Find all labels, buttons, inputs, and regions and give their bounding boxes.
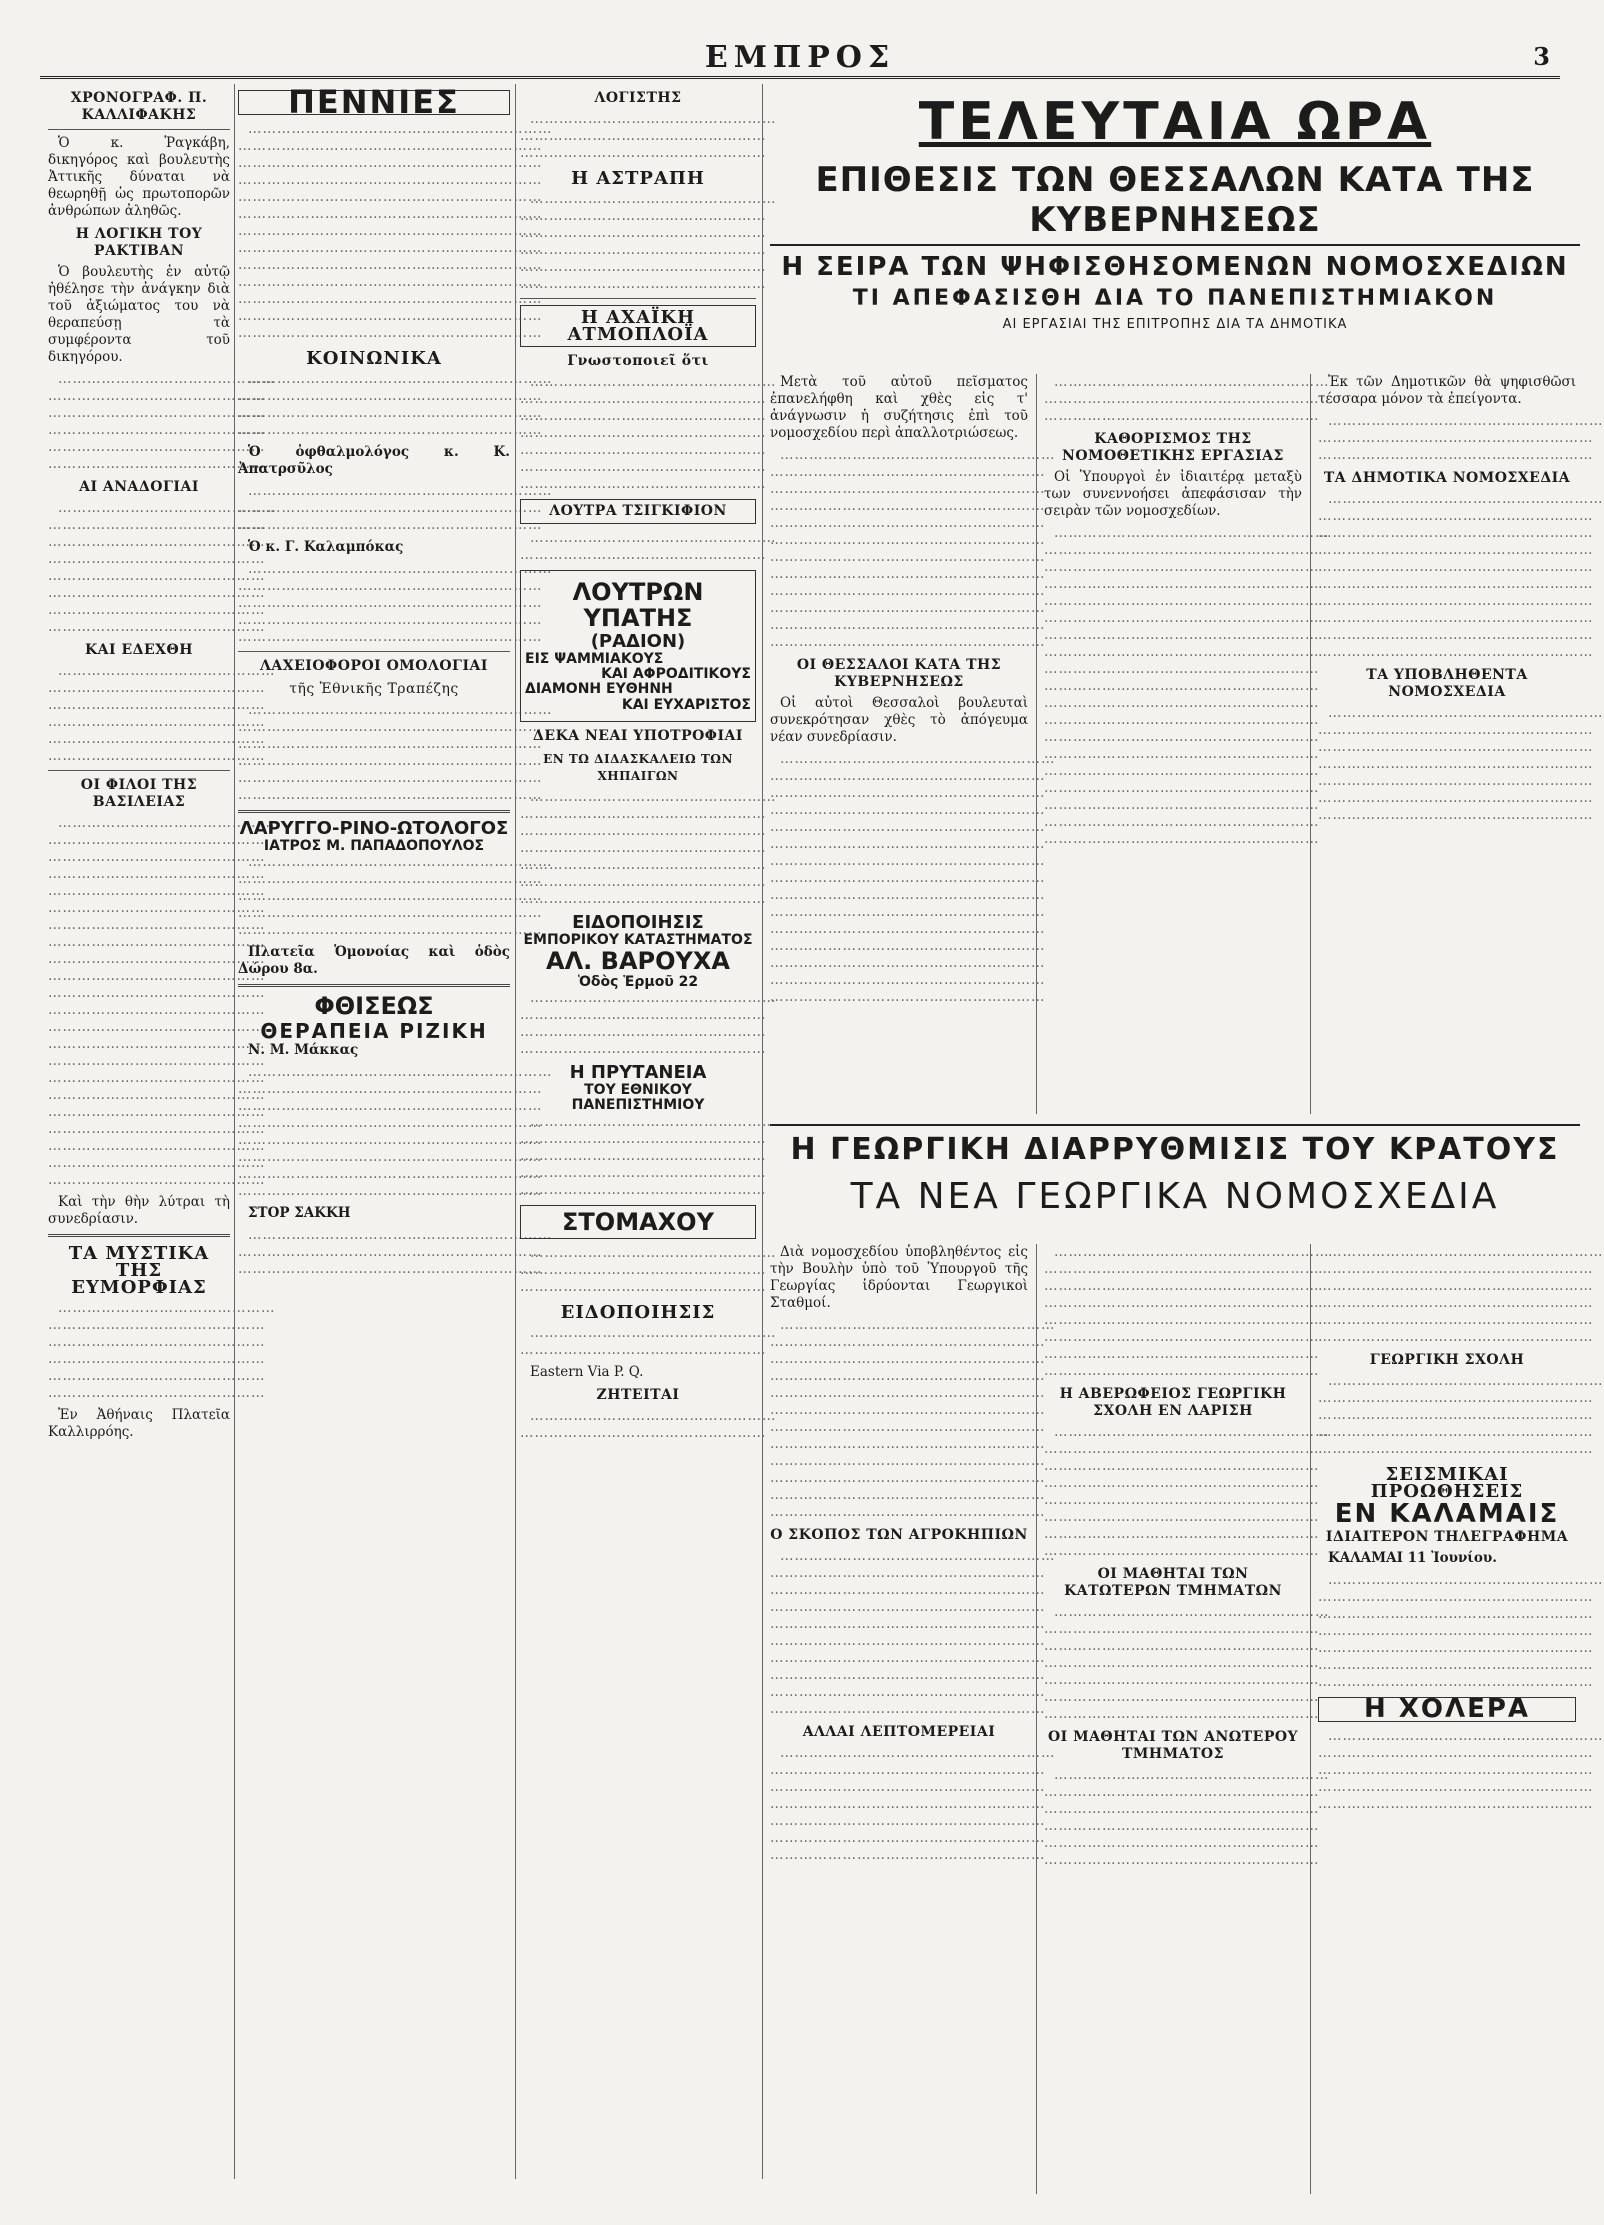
ad-subtitle: ΘΕΡΑΠΕΙΑ ΡΙΖΙΚΗ <box>260 1018 488 1043</box>
mid-banner-subheadline: ΤΑ ΝΕΑ ΓΕΩΡΓΙΚΑ ΝΟΜΟΣΧΕΔΙΑ <box>850 1176 1500 1217</box>
section-heading: ΕΝ ΚΑΛΑΜΑΙΣ <box>1334 1499 1560 1529</box>
article-filler: …………………………………………… …………………………………………… <box>520 1408 777 1442</box>
article-filler: ………………………………………………… ………………………………………………… ………………………………………………… <box>1318 413 1604 463</box>
lower-column-2 <box>1044 1244 1330 2194</box>
article-filler: …………………………………………… …………………………………………… <box>520 1325 777 1359</box>
section-heading: ΤΑ ΔΗΜΟΤΙΚΑ ΝΟΜΟΣΧΕΔΙΑ <box>1323 470 1571 486</box>
article-filler: ………………………………………………… ………………………………………………… ………………………………………………… ………………………………………………… ………………………………………………… ………………………………………………… ………………………………………………… <box>770 1745 1056 1863</box>
article-filler: ……………………………………………………… ……………………………………………………… ……………………………………………………… <box>238 483 553 533</box>
section-heading: ΣΕΙΣΜΙΚΑΙ ΠΡΟΩΘΗΣΕΙΣ <box>1370 1464 1524 1502</box>
section-heading: ΛΟΥΤΡΑ ΤΣΙΓΚΙΦΙΟΝ <box>520 499 756 524</box>
ad-address: Πλατεῖα Ὁμονοίας καὶ ὁδὸς Δώρου 8α. <box>238 944 510 978</box>
section-heading: ΤΑ ΥΠΟΒΛΗΘΕΝΤΑ ΝΟΜΟΣΧΕΔΙΑ <box>1366 667 1528 700</box>
section-heading: ΛΟΓΙΣΤΗΣ <box>594 90 682 106</box>
column-divider <box>1310 1244 1311 2194</box>
section-subheading: ΙΔΙΑΙΤΕΡΟΝ ΤΗΛΕΓΡΑΦΗΜΑ <box>1325 1529 1569 1545</box>
section-heading: ΟΙ ΘΕΣΣΑΛΟΙ ΚΑΤΑ ΤΗΣ ΚΥΒΕΡΝΗΣΕΩΣ <box>796 657 1002 690</box>
otologist-ad <box>238 819 510 854</box>
column-divider <box>1036 1244 1037 2194</box>
lower-columns <box>770 1244 1604 2194</box>
article-filler: ………………………………………………… ………………………………………………… ………………………………………………… ………………………………………………… ………………………………………………… ………………………………………………… ………………………………………………… ………………………………………………… ………………………………………………… ………………………………………………… ………………………………………………… ………………………………………………… ………………………………………………… ………………………………………………… ………………………………………………… <box>770 751 1056 1005</box>
section-subheading: Γνωστοποιεῖ ὅτι <box>567 353 709 369</box>
column-3 <box>520 84 777 2184</box>
article-filler: ……………………………………………………… ……………………………………………………… ……………………………………………………… ……………………………………………………… ……………………………………………………… <box>238 561 553 645</box>
doctor-notice: Ὁ ὀφθαλμολόγος κ. Κ. Ἀπατρσῦλος <box>238 444 510 477</box>
article-filler: …………………………………………… …………………………………………… …………………………………………… …………………………………………… …………………………………………… …………………………………………… …………………………………………… <box>520 789 777 908</box>
ad-address: Ὁδὸς Ἑρμοῦ 22 <box>577 973 699 990</box>
section-heading: Η ΧΟΛΕΡΑ <box>1318 1697 1576 1722</box>
article-filler: ………………………………………………… ………………………………………………… ………………………………………………… ………………………………………………… ………………………………………………… ………………………………………………… ………………………………………………… <box>1044 1604 1330 1722</box>
ad-title: ΣΤΟΜΑΧΟΥ <box>562 1207 714 1236</box>
article-filler: ………………………………………………… ………………………………………………… ………………………………………………… ………………………………………………… ………………………………………………… ………………………………………………… ………………………………………………… ………………………………………………… ………………………………………………… ………………………………………………… ………………………………………………… ………………………………………………… <box>770 1317 1056 1520</box>
upper-column-1 <box>770 374 1056 1114</box>
article-filler: ……………………………………………………… ……………………………………………………… ……………………………………………………… ……………………………………………………… ……………………………………………………… ……………………………………………………… <box>238 702 553 803</box>
article-filler: ……………………………………… ……………………………………… ……………………………………… ……………………………………… ……………………………………… ……………………………………… ……………………………………… ……………………………………… ……………………………………… ……………………………………… ……………………………………… ……………………………………… ……………………………………… ……………………………………… ……………………………………… ……………………………………… ……………………………………… ……………………………………… ……………………………………… ……………………………………… ……………………………………… ……………………………………… <box>48 815 276 1188</box>
right-section <box>770 84 1604 2194</box>
article-paragraph: Μετὰ τοῦ αὐτοῦ πεῖσματος ἐπανελήφθη καὶ χθὲς εἰς τ' ἀνάγνωσιν ἡ συζήτησις ἐπὶ τοῦ νομοσχεδίου περὶ ἀπαλλοτριώσεως. <box>770 374 1028 441</box>
column-divider <box>1310 374 1311 1114</box>
article-filler: ……………………………………………………… ……………………………………………………… ……………………………………………………… ……………………………………………………… ……………………………………………………… <box>238 854 553 939</box>
ad-title: ΕΙΔΟΠΟΙΗΣΙΣ <box>572 912 704 934</box>
article-filler: ………………………………………………… ………………………………………………… ………………………………………………… ………………………………………………… ………………………………………………… ………………………………………………… <box>1044 1767 1330 1868</box>
masthead-rule <box>40 76 1560 79</box>
article-filler: ……………………………………………………… ……………………………………………………… ……………………………………………………… <box>238 1226 553 1277</box>
prytaneia-notice <box>520 1063 756 1114</box>
mid-banner-headline: Η ΓΕΩΡΓΙΚΗ ΔΙΑΡΡΥΘΜΙΣΙΣ ΤΟΥ ΚΡΑΤΟΥΣ <box>770 1124 1580 1167</box>
section-heading: ΚΑΘΟΡΙΣΜΟΣ ΤΗΣ ΝΟΜΟΘΕΤΙΚΗΣ ΕΡΓΑΣΙΑΣ <box>1062 431 1284 464</box>
banner-headline: ΤΕΛΕΥΤΑΙΑ ΩΡΑ <box>918 92 1432 152</box>
byline: ΧΡΟΝΟΓΡΑΦ. Π. ΚΑΛΛΙΦΑΚΗΣ <box>70 90 208 123</box>
article-filler: …………………………………………… …………………………………………… …………………………………………… <box>520 111 777 161</box>
article-filler: …………………………………………… …………………………………………… …………………………………………… …………………………………………… …………………………………………… …………………………………………… …………………………………………… <box>520 374 777 492</box>
ad-name: Ν. Μ. Μάκκας <box>248 1041 359 1058</box>
ad-line: ΚΑΙ ΑΦΡΟΔΙΤΙΚΟΥΣ <box>601 665 751 682</box>
column-divider <box>234 84 235 2179</box>
column-1 <box>48 84 276 2184</box>
article-paragraph: Οἱ αὐτοὶ Θεσσαλοὶ βουλευταὶ συνεκρότησαν χθὲς τὸ ἀπόγευμα νέαν συνεδρίασιν. <box>770 695 1028 745</box>
article-filler: ………………………………………………… ………………………………………………… ………………………………………………… ………………………………………………… ………………………………………………… ………………………………………………… ………………………………………………… ………………………………………………… ………………………………………………… ………………………………………………… <box>1318 491 1604 660</box>
section-heading: ΕΙΔΟΠΟΙΗΣΙΣ <box>560 1302 716 1324</box>
section-heading: ΓΕΩΡΓΙΚΗ ΣΧΟΛΗ <box>1369 1352 1525 1368</box>
article-filler: …………………………………………… …………………………………………… <box>520 530 777 563</box>
article-paragraph: Καὶ τὴν θὴν λύτραι τὴ συνεδρίασιν. <box>48 1194 230 1227</box>
article-filler: ………………………………………………… ………………………………………………… ………………………………………………… ………………………………………………… ………………………………………………… ………………………………………………… <box>1318 1244 1604 1345</box>
ad-subtitle: ΙΑΤΡΟΣ Μ. ΠΑΠΑΔΟΠΟΥΛΟΣ <box>263 837 485 854</box>
article-paragraph: Οἱ Ὑπουργοὶ ἐν ἰδιαιτέρᾳ μεταξὺ των συνεννοήσει ἀπεφάσισαν τὴν σειρὰν τῶν νομοσχεδίων. <box>1044 469 1302 519</box>
upper-column-3 <box>1318 374 1604 1114</box>
article-filler: ……………………………………… ……………………………………… ……………………………………… ……………………………………… ……………………………………… ……………………………………… ……………………………………… ……………………………………… <box>48 500 276 635</box>
varoucha-ad <box>520 913 756 990</box>
ypati-ad <box>520 570 756 722</box>
article-filler: ………………………………………………… ………………………………………………… ………………………………………………… <box>1044 374 1330 424</box>
upper-columns <box>770 374 1604 1114</box>
article-filler: ………………………………………………… ………………………………………………… ………………………………………………… ………………………………………………… ………………………………………………… ………………………………………………… ………………………………………………… ………………………………………………… ………………………………………………… ………………………………………………… ………………………………………………… ………………………………………………… ………………………………………………… ………………………………………………… ………………………………………………… ………………………………………………… ………………………………………………… ………………………………………………… ………………………………………………… <box>1044 525 1330 847</box>
article-filler: ………………………………………………… ………………………………………………… ………………………………………………… ………………………………………………… ………………………………………………… ………………………………………………… ………………………………………………… <box>1318 1572 1604 1690</box>
article-filler: ……………………………………… ……………………………………… ……………………………………… ……………………………………… ……………………………………… ……………………………………… <box>48 663 276 764</box>
section-heading: ΚΑΙ ΕΔΕΧΘΗ <box>85 642 193 658</box>
lower-column-3 <box>1318 1244 1604 2194</box>
article-filler: …………………………………………… …………………………………………… …………………………………………… …………………………………………… …………………………………………… …………………………………………… <box>520 191 777 292</box>
article-filler: ………………………………………………… ………………………………………………… ………………………………………………… ………………………………………………… ………………………………………………… <box>1318 1728 1604 1812</box>
article-filler: ……………………………………………………… ……………………………………………………… ……………………………………………………… ……………………………………………………… <box>238 371 553 438</box>
section-subheading: τῆς Ἐθνικῆς Τραπέζης <box>289 681 459 697</box>
section-heading: ΤΑ ΜΥΣΤΙΚΑ ΤΗΣ ΕΥΜΟΡΦΙΑΣ <box>68 1243 210 1298</box>
lower-column-1 <box>770 1244 1056 2194</box>
section-heading: ΖΗΤΕΙΤΑΙ <box>596 1387 680 1404</box>
article-paragraph: Ὁ κ. Ῥαγκάβη, δικηγόρος καὶ βουλευτὴς Ἀττικῆς δύναται νὰ θεωρηθῇ ὡς πρωτοπορῶν ἀνθρώπων ἀληθῶς. <box>48 135 230 219</box>
section-heading: ΚΟΙΝΩΝΙΚΑ <box>306 348 442 369</box>
column-divider <box>1036 374 1037 1114</box>
banner-line: Η ΣΕΙΡΑ ΤΩΝ ΨΗΦΙΣΘΗΣΟΜΕΝΩΝ ΝΟΜΟΣΧΕΔΙΩΝ <box>781 252 1569 282</box>
section-heading: Η ΑΒΕΡΩΦΕΙΟΣ ΓΕΩΡΓΙΚΗ ΣΧΟΛΗ ΕΝ ΛΑΡΙΣΗ <box>1059 1386 1287 1419</box>
section-heading: ΑΙ ΑΝΑΔΟΓΙΑΙ <box>79 479 199 495</box>
article-filler: ………………………………………………… ………………………………………………… ………………………………………………… ………………………………………………… ………………………………………………… ………………………………………………… ………………………………………………… ………………………………………………… ………………………………………………… ………………………………………………… <box>770 1548 1056 1717</box>
ad-line: ΔΙΑΜΟΝΗ ΕΥΘΗΝΗ <box>525 681 673 698</box>
stomaxou-ad <box>520 1205 756 1239</box>
article-filler: …………………………………………… …………………………………………… …………………………………………… <box>520 1245 777 1296</box>
ad-line: ΚΑΙ ΕΥΧΑΡΙΣΤΟΣ <box>621 696 751 713</box>
section-heading: Η ΑΣΤΡΑΠΗ <box>571 168 705 189</box>
article-filler: ……………………………………………………… ……………………………………………………… ……………………………………………………… ……………………………………………………… ……………………………………………………… ……………………………………………………… ……………………………………………………… ……………………………………………………… ……………………………………………………… ……………………………………………………… ……………………………………………………… ……………………………………………………… ……………………………………………………… <box>238 121 553 341</box>
column-divider <box>515 84 516 2179</box>
article-filler: ………………………………………………… ………………………………………………… ………………………………………………… ………………………………………………… ………………………………………………… <box>1318 1373 1604 1457</box>
article-paragraph: Διὰ νομοσχεδίου ὑποβληθέντος εἰς τὴν Βουλὴν ὑπὸ τοῦ Ὑπουργοῦ τῆς Γεωργίας ἱδρύονται Γεωργικοὶ Σταθμοί. <box>770 1244 1028 1311</box>
ad-subtitle: ΕΜΠΟΡΙΚΟΥ ΚΑΤΑΣΤΗΜΑΤΟΣ <box>523 931 753 948</box>
article-filler: ………………………………………………… ………………………………………………… ………………………………………………… ………………………………………………… ………………………………………………… ………………………………………………… ………………………………………………… ………………………………………………… ………………………………………………… ………………………………………………… ………………………………………………… ………………………………………………… <box>770 447 1056 650</box>
article-paragraph: Eastern Via P. Q. <box>530 1364 644 1381</box>
article-filler: ………………………………………………… ………………………………………………… ………………………………………………… ………………………………………………… ………………………………………………… ………………………………………………… ………………………………………………… <box>1318 705 1604 823</box>
fthiseos-ad <box>238 993 510 1041</box>
upper-column-2 <box>1044 374 1330 1114</box>
section-heading: Η ΛΟΓΙΚΗ ΤΟΥ ΡΑΚΤΙΒΑΝ <box>75 226 203 259</box>
section-heading: ΟΙ ΜΑΘΗΤΑΙ ΤΩΝ ΑΝΩΤΕΡΟΥ ΤΜΗΜΑΤΟΣ <box>1047 1729 1299 1762</box>
section-heading: ΔΕΚΑ ΝΕΑΙ ΥΠΟΤΡΟΦΙΑΙ <box>533 728 743 745</box>
section-heading: ΑΛΛΑΙ ΛΕΠΤΟΜΕΡΕΙΑΙ <box>802 1724 996 1740</box>
notice-subtitle: ΤΟΥ ΕΘΝΙΚΟΥ ΠΑΝΕΠΙΣΤΗΜΙΟΥ <box>571 1081 705 1114</box>
article-paragraph: Ἐκ τῶν Δημοτικῶν θὰ ψηφισθῶσι τέσσαρα μόνον τὰ ἐπείγοντα. <box>1318 374 1576 407</box>
article-filler: ………………………………………………… ………………………………………………… ………………………………………………… ………………………………………………… ………………………………………………… ………………………………………………… ………………………………………………… ………………………………………………… <box>1044 1244 1330 1379</box>
article-filler: …………………………………………… …………………………………………… …………………………………………… …………………………………………… <box>520 990 777 1058</box>
ad-title: ΛΟΥΤΡΩΝ ΥΠΑΤΗΣ <box>572 578 704 633</box>
ad-title: ΦΘΙΣΕΩΣ <box>314 992 434 1021</box>
section-heading: ΟΙ ΦΙΛΟΙ ΤΗΣ ΒΑΣΙΛΕΙΑΣ <box>80 777 198 810</box>
ad-title: ΛΑΡΥΓΓΟ-ΡΙΝΟ-ΩΤΟΛΟΓΟΣ <box>239 818 509 839</box>
ad-line: (ΡΑΔΙΟΝ) <box>590 630 686 652</box>
section-heading: ΛΑΧΕΙΟΦΟΡΟΙ ΟΜΟΛΟΓΙΑΙ <box>260 658 488 674</box>
ad-line: ΕΙΣ ΨΑΜΜΙΑΚΟΥΣ <box>525 650 664 667</box>
column-divider <box>762 84 763 2179</box>
newspaper-title: ΕΜΠΡΟΣ <box>704 40 896 75</box>
article-filler: ……………………………………… ……………………………………… ……………………………………… ……………………………………… ……………………………………… ……………………………………… <box>48 1300 276 1401</box>
article-filler: ……………………………………… ……………………………………… ……………………………………… ……………………………………… ……………………………………… ……………………………………… <box>48 371 276 472</box>
masthead <box>40 40 1560 74</box>
article-filler: ………………………………………………… ………………………………………………… ………………………………………………… ………………………………………………… ………………………………………………… ………………………………………………… ………………………………………………… ………………………………………………… <box>1044 1424 1330 1559</box>
doctor-notice: Ὁ κ. Γ. Καλαμπόκας <box>248 539 404 555</box>
banner-line: ΤΙ ΑΠΕΦΑΣΙΣΘΗ ΔΙΑ ΤΟ ΠΑΝΕΠΙΣΤΗΜΙΑΚΟΝ <box>852 286 1498 311</box>
dateline: ΚΑΛΑΜΑΙ 11 Ἰουνίου. <box>1328 1550 1497 1566</box>
section-subheading: ΕΝ ΤΩ ΔΙΔΑΣΚΑΛΕΙΩ ΤΩΝ ΧΗΠΑΙΓΩΝ <box>543 752 733 784</box>
article-paragraph: Ὁ βουλευτὴς ἐν αὐτῷ ἠθέλησε τὴν ἀνάγκην διὰ τοῦ ἀξιώματος του νὰ θεραπεύσῃ τὰ συμφέροντα τοῦ δικηγόρου. <box>48 264 230 365</box>
banner-line: ΑΙ ΕΡΓΑΣΙΑΙ ΤΗΣ ΕΠΙΤΡΟΠΗΣ ΔΙΑ ΤΑ ΔΗΜΟΤΙΚΑ <box>1002 317 1348 332</box>
section-heading: Ο ΣΚΟΠΟΣ ΤΩΝ ΑΓΡΟΚΗΠΙΩΝ <box>770 1527 1028 1543</box>
ad-name: ΣΤΟΡ ΣΑΚΚΗ <box>248 1204 351 1221</box>
ad-footer: Ἐν Ἀθήναις Πλατεῖα Καλλιρρόης. <box>48 1407 230 1440</box>
article-filler: ……………………………………………………… ……………………………………………………… ……………………………………………………… ……………………………………………………… ……………………………………………………… ……………………………………………………… ……………………………………………………… ……………………………………………………… <box>238 1063 553 1199</box>
notice-title: Η ΠΡΥΤΑΝΕΙΑ <box>569 1062 707 1084</box>
banner-subheadline: ΕΠΙΘΕΣΙΣ ΤΩΝ ΘΕΣΣΑΛΩΝ ΚΑΤΑ ΤΗΣ ΚΥΒΕΡΝΗΣΕΩΣ <box>770 160 1580 246</box>
article-filler: …………………………………………… …………………………………………… …………………………………………… …………………………………………… …………………………………………… <box>520 1113 777 1198</box>
column-2 <box>238 83 553 2184</box>
section-heading: ΠΕΝΝΙΕΣ <box>238 90 510 115</box>
section-heading: Η ΑΧΑΪΚΗ ΑΤΜΟΠΛΟΪΑ <box>520 305 756 347</box>
page-number: 3 <box>1533 42 1550 71</box>
ad-name: ΑΛ. ΒΑΡΟΥΧΑ <box>546 947 730 976</box>
section-heading: ΟΙ ΜΑΘΗΤΑΙ ΤΩΝ ΚΑΤΩΤΕΡΩΝ ΤΜΗΜΑΤΩΝ <box>1064 1566 1282 1599</box>
